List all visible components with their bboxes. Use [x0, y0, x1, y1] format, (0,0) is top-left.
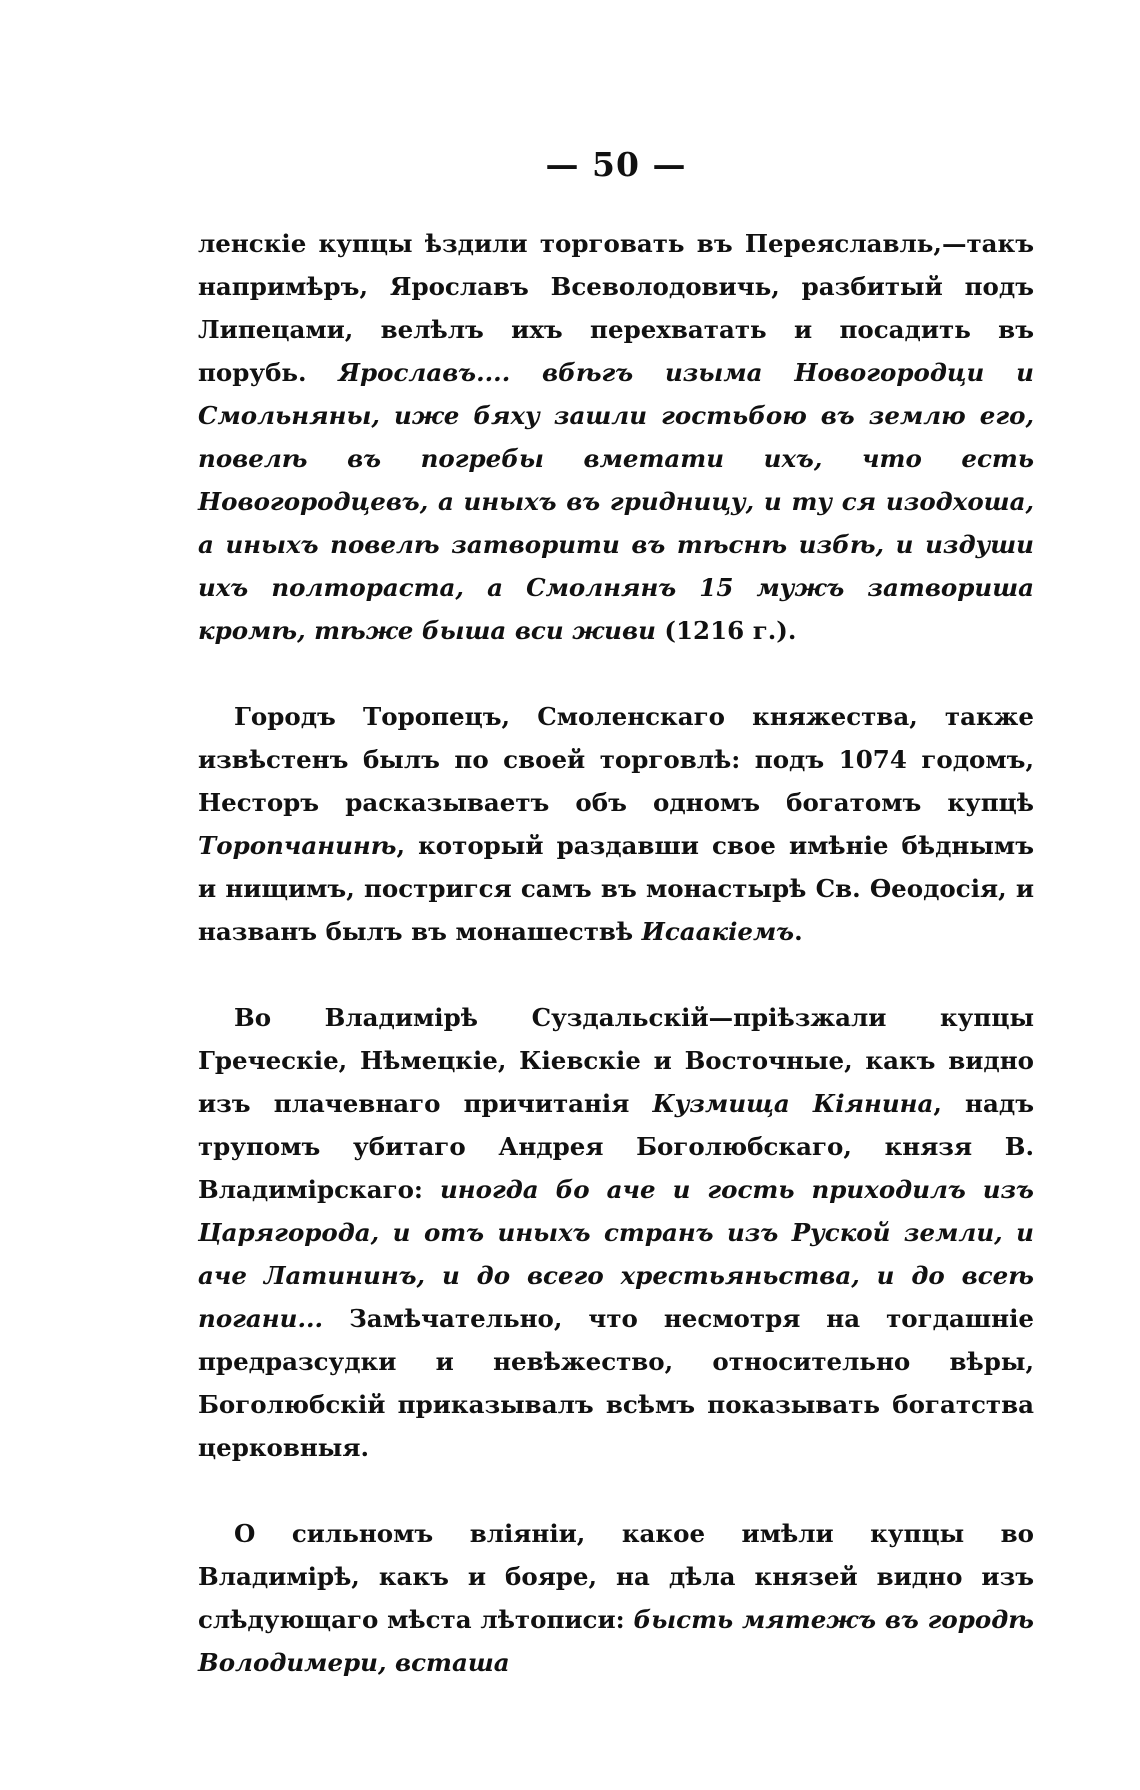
italic-name: Исаакіемъ	[641, 917, 795, 946]
text-run: , надъ трупомъ убитаго Андрея Боголюбскаго, князя В. Владимірскаго:	[198, 1089, 1034, 1204]
page-number: — 50 —	[545, 145, 687, 184]
text-run: О сильномъ вліяніи, какое имѣли купцы во Владимірѣ, какъ и бояре, на дѣла князей видно изъ слѣдующаго мѣста лѣтописи:	[198, 1519, 1034, 1634]
paragraph-4	[198, 1512, 1034, 1684]
text-run: Замѣчательно, что несмотря на тогдашніе предразсудки и невѣжество, относительно вѣры, Боголюбскій приказывалъ всѣмъ показывать богатства церковныя.	[198, 1304, 1034, 1462]
text-run: , который раздавши свое имѣніе бѣднымъ и нищимъ, постригся самъ въ монастырѣ Св. Ѳеодосія, и названъ былъ въ монашествѣ	[198, 831, 1034, 946]
text-run: Городъ Торопецъ, Смоленскаго княжества, также извѣстенъ былъ по своей торговлѣ: подъ 1074 годомъ, Несторъ расказываетъ объ одномъ богатомъ купцѣ	[198, 702, 1034, 817]
paragraph-3	[198, 996, 1034, 1469]
chronicle-quote: иногда бо аче и гость приходилъ изъ Царягорода, и отъ иныхъ странъ изъ Руской земли, и аче Латининъ, и до всего хрестьяньства, и до всеѣ погани...	[198, 1175, 1034, 1333]
chronicle-quote: бысть мятежъ въ городѣ Володимери, всташа	[198, 1605, 1035, 1677]
text-run: Во Владимірѣ Суздальскій—пріѣзжали купцы Греческіе, Нѣмецкіе, Кіевскіе и Восточные, какъ видно изъ плачевнаго причитанія	[198, 1003, 1034, 1118]
text-run: .	[794, 917, 803, 946]
text-run: (1216 г.).	[655, 616, 797, 645]
paragraph-2	[198, 695, 1034, 953]
chronicle-quote: Ярославъ.... вбѣгъ изыма Новогородци и Смольняны, иже бяху зашли гостьбою въ землю его, повелѣ въ погребы вметати ихъ, что есть Новогородцевъ, а иныхъ въ гридницу, и ту ся изодхоша, а иныхъ повелѣ затворити въ тѣснѣ избѣ, и издуши ихъ полтораста, а Смолнянъ 15 мужъ затвориша кромѣ, тѣже быша вси живи	[198, 358, 1034, 645]
book-page	[198, 145, 1034, 1684]
paragraph-1	[198, 222, 1034, 652]
italic-name: Кузмища Кіянина	[652, 1089, 934, 1118]
italic-name: Торопчанинѣ	[198, 831, 397, 860]
text-run: ленскіе купцы ѣздили торговать въ Переяславль,—такъ напримѣръ, Ярославъ Всеволодовичь, разбитый подъ Липецами, велѣлъ ихъ перехватать и посадить въ порубь.	[198, 229, 1034, 387]
